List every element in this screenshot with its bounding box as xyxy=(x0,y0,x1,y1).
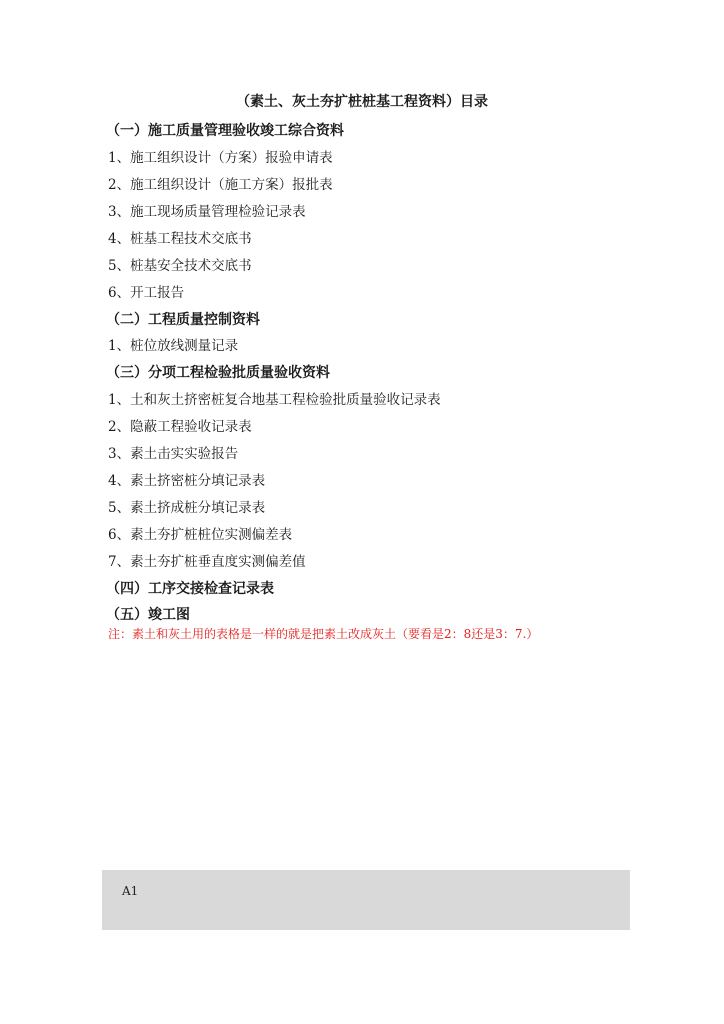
footer-box xyxy=(102,870,630,930)
list-item: 6、开工报告 xyxy=(108,285,185,301)
list-item: 5、桩基安全技术交底书 xyxy=(108,258,252,274)
list-item: 3、素土击实实验报告 xyxy=(108,446,239,462)
section-heading-5: （五）竣工图 xyxy=(106,607,190,623)
list-item: 2、隐蔽工程验收记录表 xyxy=(108,419,252,435)
list-item: 3、施工现场质量管理检验记录表 xyxy=(108,204,306,220)
list-item: 1、施工组织设计（方案）报验申请表 xyxy=(108,150,333,166)
list-item: 7、素土夯扩桩垂直度实测偏差值 xyxy=(108,554,306,570)
section-heading-4: （四）工序交接检查记录表 xyxy=(106,581,274,597)
footer-label: A1 xyxy=(122,884,139,898)
list-item: 4、桩基工程技术交底书 xyxy=(108,231,252,247)
document-title: （素土、灰土夯扩桩桩基工程资料）目录 xyxy=(236,94,488,110)
list-item: 1、土和灰土挤密桩复合地基工程检验批质量验收记录表 xyxy=(108,392,441,408)
section-heading-3: （三）分项工程检验批质量验收资料 xyxy=(106,365,330,381)
section-heading-1: （一）施工质量管理验收竣工综合资料 xyxy=(106,123,344,139)
list-item: 2、施工组织设计（施工方案）报批表 xyxy=(108,177,333,193)
list-item: 5、素土挤成桩分填记录表 xyxy=(108,500,266,516)
section-heading-2: （二）工程质量控制资料 xyxy=(106,312,260,328)
list-item: 4、素土挤密桩分填记录表 xyxy=(108,473,266,489)
list-item: 1、桩位放线测量记录 xyxy=(108,338,239,354)
list-item: 6、素土夯扩桩桩位实测偏差表 xyxy=(108,527,293,543)
red-note: 注：素土和灰土用的表格是一样的就是把素土改成灰土（要看是2：8还是3：7.） xyxy=(108,627,539,641)
